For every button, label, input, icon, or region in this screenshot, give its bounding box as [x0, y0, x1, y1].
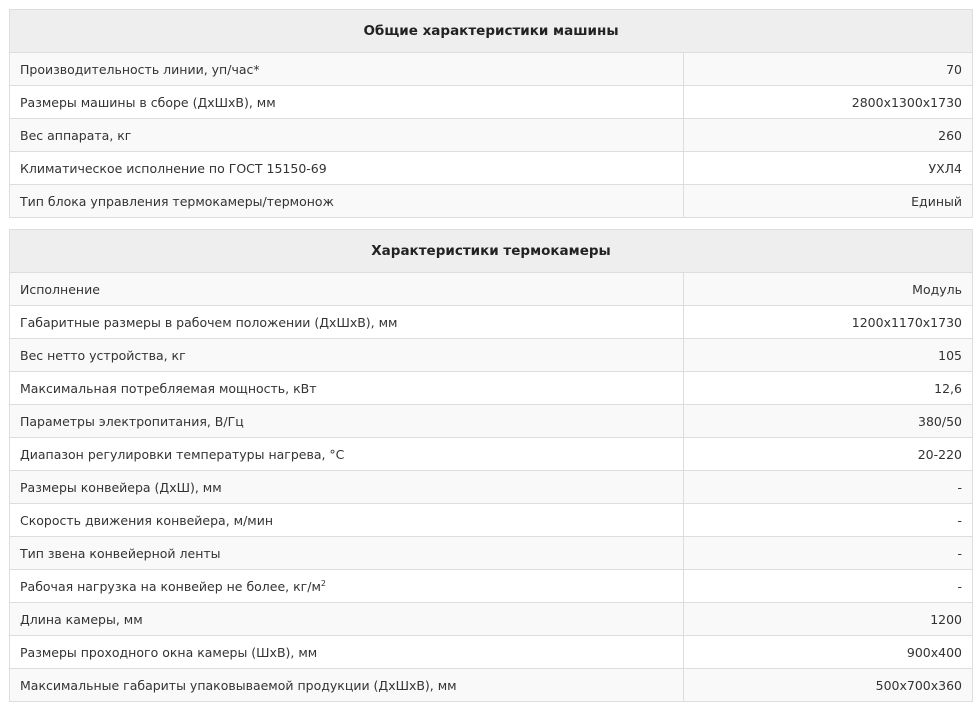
table-row [10, 273, 973, 306]
spec-value: 20-220 [684, 438, 973, 471]
spec-value: 1200x1170x1730 [684, 306, 973, 339]
spec-value: УХЛ4 [684, 152, 973, 185]
table-body [10, 53, 973, 218]
table-title: Характеристики термокамеры [10, 230, 973, 273]
table-header-row [10, 10, 973, 53]
spec-label-cell [10, 185, 684, 218]
table-row [10, 86, 973, 119]
spec-label-cell [10, 471, 684, 504]
spec-value: 500x700x360 [684, 669, 973, 702]
table-row [10, 471, 973, 504]
spec-label-cell [10, 372, 684, 405]
unit-superscript: 2 [320, 578, 326, 588]
table-row [10, 53, 973, 86]
spec-label-cell [10, 273, 684, 306]
spec-label-cell [10, 86, 684, 119]
table-row [10, 339, 973, 372]
table-row [10, 372, 973, 405]
spec-label: Диапазон регулировки температуры нагрева, °С [20, 446, 345, 462]
table-row [10, 669, 973, 702]
spec-value: Единый [684, 185, 973, 218]
spec-label-cell [10, 306, 684, 339]
table-row [10, 185, 973, 218]
table-row [10, 537, 973, 570]
spec-label: Габаритные размеры в рабочем положении (ДхШхВ), мм [20, 314, 398, 330]
spec-label: Вес нетто устройства, кг [20, 347, 186, 363]
spec-label-cell [10, 504, 684, 537]
spec-value: - [684, 570, 973, 603]
table-row [10, 438, 973, 471]
table-row [10, 306, 973, 339]
table-header-row [10, 230, 973, 273]
spec-value: 12,6 [684, 372, 973, 405]
spec-label-cell [10, 537, 684, 570]
table-row [10, 119, 973, 152]
spec-label: Максимальная потребляемая мощность, кВт [20, 380, 317, 396]
spec-value: 260 [684, 119, 973, 152]
table-row [10, 152, 973, 185]
spec-label-cell [10, 669, 684, 702]
spec-value: - [684, 471, 973, 504]
spec-value: 1200 [684, 603, 973, 636]
spec-label: Климатическое исполнение по ГОСТ 15150-69 [20, 160, 327, 176]
spec-label-cell [10, 119, 684, 152]
table-body [10, 273, 973, 702]
spec-value: 900x400 [684, 636, 973, 669]
spec-label: Тип блока управления термокамеры/термонож [20, 193, 334, 209]
spec-label: Длина камеры, мм [20, 611, 143, 627]
thermochamber-specs-table [9, 229, 973, 702]
spec-label: Размеры конвейера (ДхШ), мм [20, 479, 222, 495]
spec-label: Размеры машины в сборе (ДхШхВ), мм [20, 94, 276, 110]
spec-label-cell [10, 405, 684, 438]
table-row [10, 636, 973, 669]
spec-label: Скорость движения конвейера, м/мин [20, 512, 274, 528]
table-row [10, 405, 973, 438]
spec-label-cell [10, 152, 684, 185]
spec-value: 2800x1300x1730 [684, 86, 973, 119]
spec-label-cell [10, 53, 684, 86]
spec-label: Производительность линии, уп/час* [20, 61, 260, 77]
table-row [10, 570, 973, 603]
table-title: Общие характеристики машины [10, 10, 973, 53]
spec-label-cell [10, 438, 684, 471]
spec-label: Размеры проходного окна камеры (ШхВ), мм [20, 644, 318, 660]
spec-value: Модуль [684, 273, 973, 306]
spec-label: Максимальные габариты упаковываемой продукции (ДхШхВ), мм [20, 677, 457, 693]
spec-value: 105 [684, 339, 973, 372]
spec-value: - [684, 504, 973, 537]
spec-value: - [684, 537, 973, 570]
spec-label: Рабочая нагрузка на конвейер не более, кг/м [20, 578, 321, 594]
spec-label-cell [10, 570, 684, 603]
spec-label: Исполнение [20, 281, 100, 297]
spec-label: Тип звена конвейерной ленты [20, 545, 221, 561]
spec-value: 70 [684, 53, 973, 86]
spec-value: 380/50 [684, 405, 973, 438]
spec-label-cell [10, 603, 684, 636]
table-row [10, 603, 973, 636]
spec-label-cell [10, 636, 684, 669]
general-specs-table [9, 9, 973, 218]
spec-label: Параметры электропитания, В/Гц [20, 413, 244, 429]
spec-label-cell [10, 339, 684, 372]
table-row [10, 504, 973, 537]
spec-label: Вес аппарата, кг [20, 127, 132, 143]
